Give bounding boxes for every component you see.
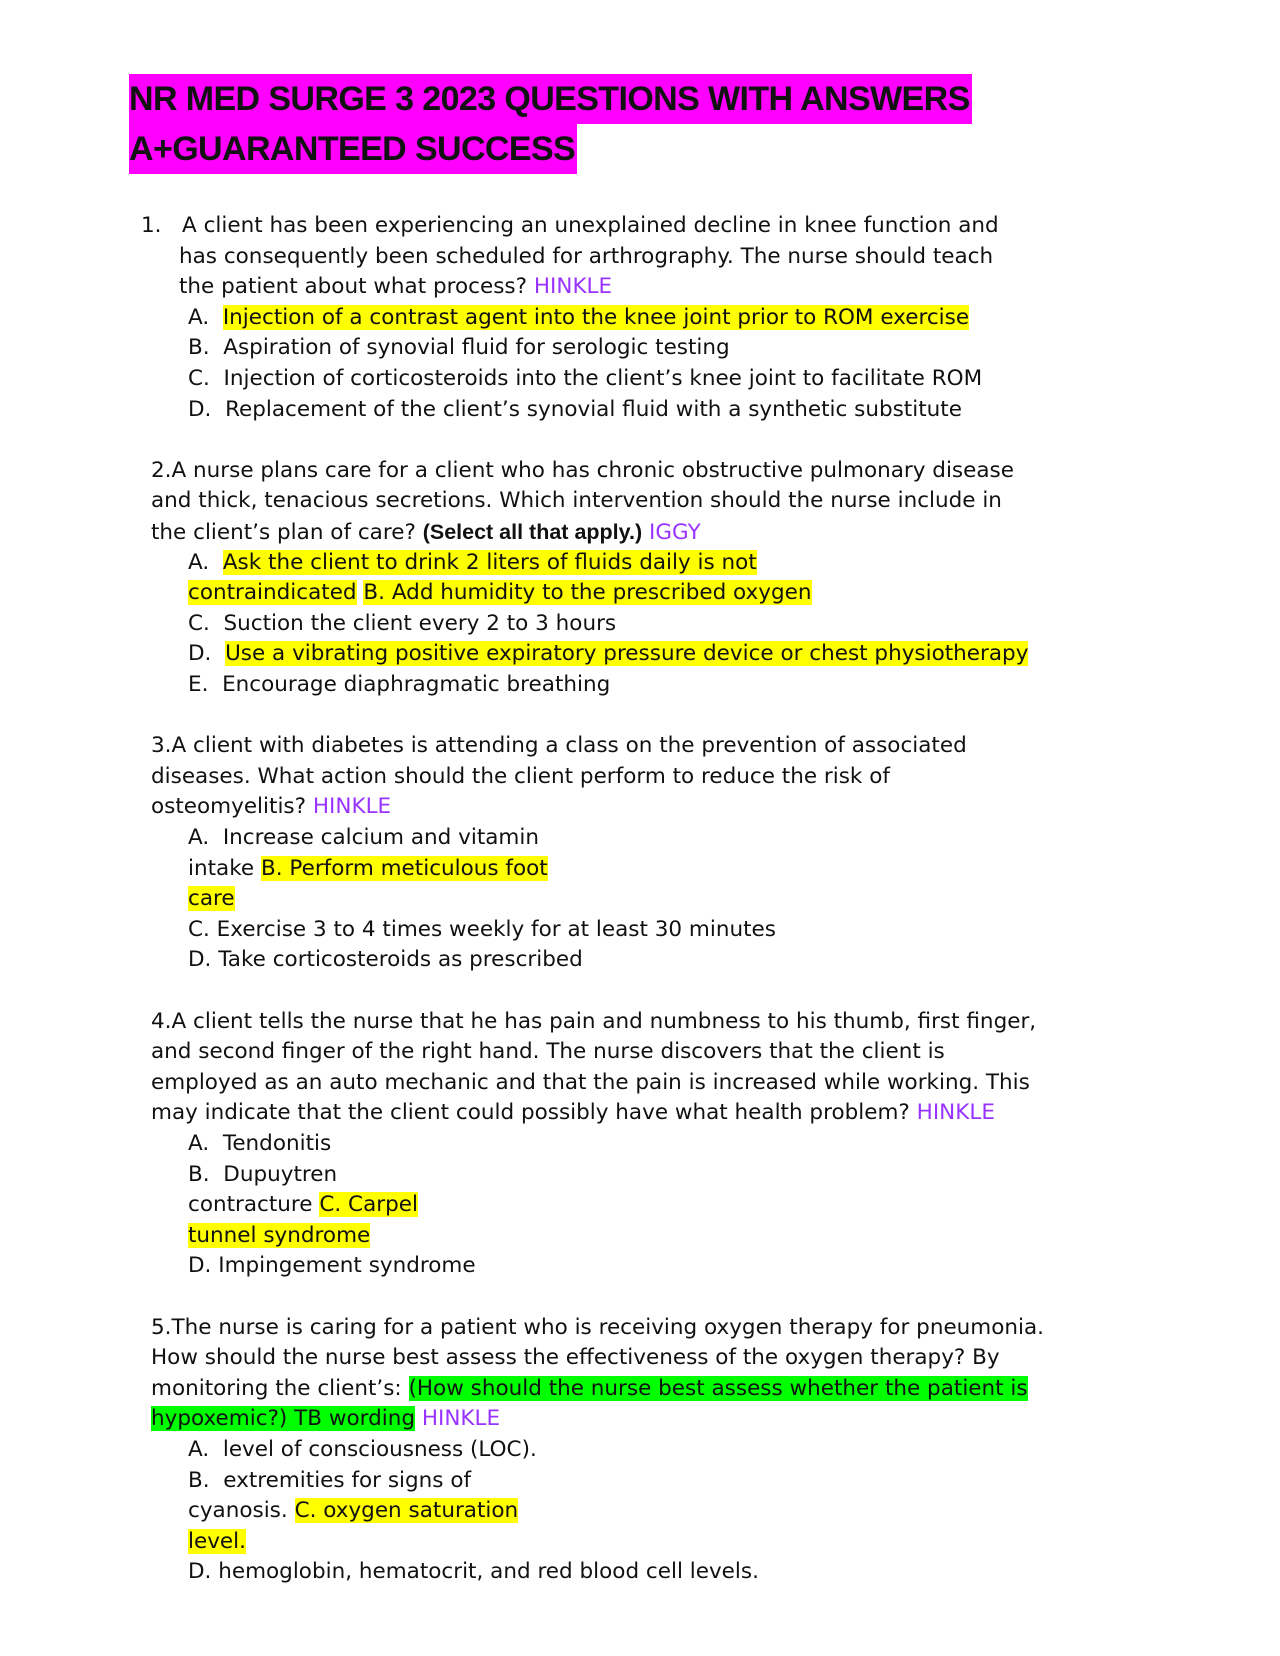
q2-c-text: Suction the client every 2 to 3 hours: [223, 610, 617, 636]
q5-source: HINKLE: [421, 1406, 501, 1432]
q4-line-3: employed as an auto mechanic and that the pain is increased while working. This: [151, 1069, 1030, 1095]
q2-select-all: (Select all that apply.): [422, 520, 643, 544]
q4-c-answer: C. Carpel: [319, 1192, 418, 1218]
q2-option-e: [188, 670, 610, 701]
q1-option-a: [188, 303, 969, 334]
q2-line-3: [151, 517, 701, 549]
q5-line-4: [151, 1404, 500, 1435]
q4-option-b: [188, 1160, 337, 1191]
q5-option-d: D. hemoglobin, hematocrit, and red blood cell levels.: [188, 1559, 759, 1585]
q1-c-text: Injection of corticosteroids into the client’s knee joint to facilitate ROM: [223, 366, 983, 391]
q2-d-answer: Use a vibrating positive expiratory pressure device or chest physiotherapy: [225, 641, 1029, 667]
q5-a-text: level of consciousness (LOC).: [222, 1437, 537, 1462]
q1-option-d: [188, 395, 962, 426]
q2-a-answer-cont: contraindicated: [188, 580, 357, 606]
q4-source: HINKLE: [916, 1100, 995, 1126]
q1-option-b: [188, 333, 730, 364]
title-line-2: A+GUARANTEED SUCCESS: [129, 124, 577, 174]
q5-c-answer-cont: level.: [188, 1528, 246, 1554]
q4-option-a: [188, 1129, 331, 1160]
q5-c-answer: C. oxygen saturation: [294, 1498, 519, 1524]
q2-a-answer: Ask the client to drink 2 liters of fluids daily is not: [222, 549, 757, 575]
q3-b-answer-cont: care: [188, 886, 235, 912]
q1-a-letter: A.: [188, 304, 210, 330]
q3-option-c: C. Exercise 3 to 4 times weekly for at least 30 minutes: [188, 916, 776, 942]
document-title: [129, 74, 972, 174]
q4-line-4: [151, 1098, 995, 1129]
q3-a-text: Increase calcium and vitamin: [222, 825, 539, 850]
q3-line-3: [151, 792, 391, 823]
q5-option-a: [188, 1435, 537, 1466]
q4-option-c-cont: [188, 1221, 370, 1252]
q4-option-d: D. Impingement syndrome: [188, 1253, 476, 1279]
q4-b-letter: B.: [188, 1161, 210, 1187]
q2-c-letter: C.: [188, 610, 210, 636]
q1-line-1: [141, 211, 999, 242]
q1-text-end: the patient about what process?: [179, 274, 528, 300]
q5-option-c-cont: [188, 1527, 246, 1558]
q5-option-b: [188, 1466, 471, 1497]
q1-number: 1.: [141, 213, 162, 238]
q2-option-d: [188, 639, 1028, 670]
q5-option-b-cont: [188, 1496, 518, 1527]
q3-b-answer: B. Perform meticulous foot: [260, 855, 548, 881]
q3-line-2: diseases. What action should the client perform to reduce the risk of: [151, 763, 890, 789]
q3-text-end: osteomyelitis?: [151, 794, 307, 820]
q4-c-answer-cont: tunnel syndrome: [188, 1222, 371, 1248]
q3-source: HINKLE: [312, 794, 392, 820]
q2-e-letter: E.: [188, 672, 209, 697]
title-line-1: NR MED SURGE 3 2023 QUESTIONS WITH ANSWERS: [129, 74, 972, 124]
q4-line-2: and second finger of the right hand. The nurse discovers that the client is: [151, 1039, 945, 1065]
q2-e-text: Encourage diaphragmatic breathing: [222, 672, 611, 697]
q2-a-letter: A.: [188, 549, 210, 575]
q3-a-text-cont: intake: [188, 855, 255, 881]
q4-a-letter: A.: [188, 1131, 210, 1156]
q1-text: A client has been experiencing an unexplained decline in knee function and: [182, 213, 999, 238]
q2-line-1: 2.A nurse plans care for a client who has chronic obstructive pulmonary disease: [151, 457, 1014, 483]
q5-line-1: 5.The nurse is caring for a patient who is receiving oxygen therapy for pneumonia.: [151, 1314, 1045, 1340]
q3-option-a: [188, 823, 539, 854]
q5-note-cont: hypoxemic?) TB wording: [151, 1406, 415, 1432]
q2-option-a-cont: [188, 578, 812, 609]
q1-line-3: [179, 272, 612, 303]
q3-option-b-cont: [188, 884, 235, 915]
q1-b-letter: B.: [188, 335, 210, 361]
q5-line-3: [151, 1374, 1028, 1405]
q3-option-d: D. Take corticosteroids as prescribed: [188, 947, 583, 973]
q2-option-a: [188, 548, 757, 579]
q5-a-letter: A.: [188, 1437, 210, 1462]
q5-note: (How should the nurse best assess whether the patient is: [408, 1375, 1028, 1401]
q4-b-text: Dupuytren: [223, 1161, 338, 1187]
q3-option-a-cont: [188, 854, 548, 885]
q3-a-letter: A.: [188, 825, 210, 850]
q5-text-end: monitoring the client’s:: [151, 1375, 402, 1401]
q2-d-letter: D.: [188, 641, 212, 667]
q1-a-answer: Injection of a contrast agent into the knee joint prior to ROM exercise: [222, 304, 970, 330]
q3-line-1: 3.A client with diabetes is attending a class on the prevention of associated: [151, 733, 967, 759]
q1-option-c: [188, 364, 982, 395]
q2-option-c: [188, 609, 616, 640]
q2-source: IGGY: [648, 520, 701, 545]
q5-line-2: How should the nurse best assess the effectiveness of the oxygen therapy? By: [151, 1345, 1000, 1371]
q5-b-text: extremities for signs of: [223, 1467, 472, 1493]
q4-text-end: may indicate that the client could possibly have what health problem?: [151, 1100, 910, 1126]
q2-line-2: and thick, tenacious secretions. Which intervention should the nurse include in: [151, 488, 1002, 514]
q4-line-1: 4.A client tells the nurse that he has pain and numbness to his thumb, first finger,: [151, 1008, 1037, 1034]
q4-option-b-cont: [188, 1190, 418, 1221]
q2-b-answer: B. Add humidity to the prescribed oxygen: [363, 580, 812, 606]
q1-b-text: Aspiration of synovial fluid for serologic testing: [223, 335, 730, 361]
q5-b-letter: B.: [188, 1467, 210, 1493]
q4-b-text-cont: contracture: [188, 1192, 313, 1218]
q1-source: HINKLE: [533, 274, 613, 300]
q1-c-letter: C.: [188, 366, 210, 391]
q1-d-letter: D.: [188, 396, 212, 422]
q1-line-2: has consequently been scheduled for arthrography. The nurse should teach: [179, 243, 994, 269]
q2-text-end: the client’s plan of care?: [151, 520, 416, 545]
q1-d-text: Replacement of the client’s synovial fluid with a synthetic substitute: [225, 396, 962, 422]
q4-a-text: Tendonitis: [222, 1131, 332, 1156]
q5-b-text-cont: cyanosis.: [188, 1498, 288, 1524]
